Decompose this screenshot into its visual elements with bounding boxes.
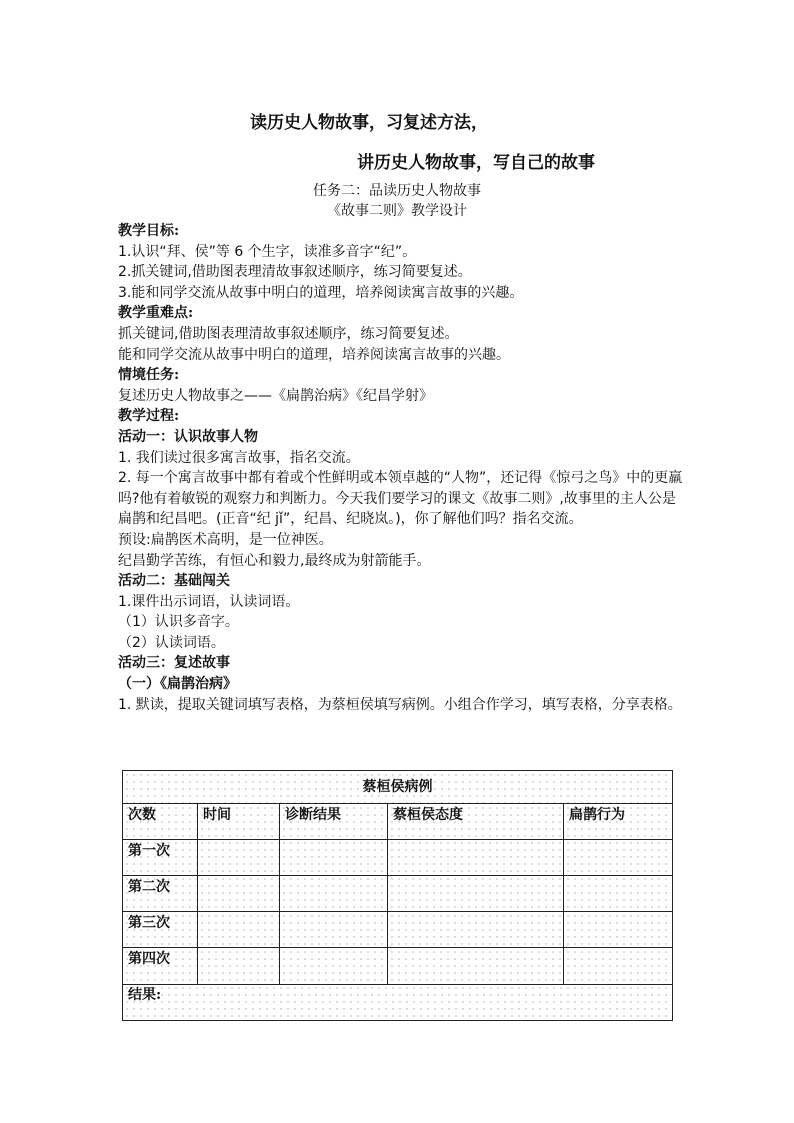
table-cell bbox=[198, 912, 280, 948]
table-cell bbox=[280, 875, 388, 911]
document-body bbox=[118, 221, 688, 715]
row-label: 第二次 bbox=[123, 875, 198, 911]
table-cell bbox=[564, 875, 673, 911]
activity1-item: 1. 我们读过很多寓言故事，指名交流。 bbox=[118, 449, 360, 466]
table-header: 蔡桓侯态度 bbox=[388, 804, 564, 839]
lesson-title: 《故事二则》教学设计 bbox=[327, 203, 467, 219]
table-row bbox=[123, 948, 673, 984]
table-cell bbox=[198, 875, 280, 911]
focus-heading: 教学重难点: bbox=[118, 305, 194, 322]
title-line-1: 读历史人物故事，习复述方法， bbox=[250, 113, 488, 133]
table-header: 次数 bbox=[123, 804, 198, 839]
table-row bbox=[123, 839, 673, 875]
row-label: 第四次 bbox=[123, 948, 198, 984]
scenario-text: 复述历史人物故事之——《扁鹊治病》《纪昌学射》 bbox=[118, 387, 433, 404]
table-cell bbox=[198, 948, 280, 984]
result-row bbox=[123, 984, 673, 1020]
table-cell bbox=[564, 839, 673, 875]
table-header: 诊断结果 bbox=[280, 804, 388, 839]
activity2-subitem: （2）认读词语。 bbox=[118, 634, 225, 651]
table-header: 时间 bbox=[198, 804, 280, 839]
goal-item: 2.抓关键词,借助图表理清故事叙述顺序，练习简要复述。 bbox=[118, 264, 472, 281]
task-heading: 任务二：品读历史人物故事 bbox=[313, 183, 481, 199]
title-line-2: 讲历史人物故事，写自己的故事 bbox=[357, 153, 595, 173]
table-cell bbox=[280, 912, 388, 948]
table-cell bbox=[280, 839, 388, 875]
table-cell bbox=[564, 912, 673, 948]
table-row bbox=[123, 912, 673, 948]
activity3-item: 1. 默读，提取关键词填写表格，为蔡桓侯填写病例。小组合作学习，填写表格，分享表格。 bbox=[118, 696, 682, 713]
case-record-table bbox=[122, 770, 672, 1021]
row-label: 第一次 bbox=[123, 839, 198, 875]
goals-heading: 教学目标: bbox=[118, 223, 180, 239]
activity3-subheading: （一）《扁鹊治病》 bbox=[118, 676, 237, 693]
activity2-item: 1.课件出示词语，认读词语。 bbox=[118, 593, 300, 610]
activity1-heading: 活动一：认识故事人物 bbox=[118, 428, 258, 445]
table-caption: 蔡桓侯病例 bbox=[123, 771, 673, 804]
process-heading: 教学过程: bbox=[118, 408, 180, 425]
table-cell bbox=[198, 839, 280, 875]
table-row bbox=[123, 875, 673, 911]
table-cell bbox=[388, 948, 564, 984]
table-cell bbox=[564, 948, 673, 984]
row-label: 第三次 bbox=[123, 912, 198, 948]
table-header: 扁鹊行为 bbox=[564, 804, 673, 839]
activity2-subitem: （1）认识多音字。 bbox=[118, 614, 239, 631]
activity3-heading: 活动三：复述故事 bbox=[118, 655, 230, 672]
table-cell bbox=[388, 875, 564, 911]
table-cell bbox=[280, 948, 388, 984]
focus-item: 抓关键词,借助图表理清故事叙述顺序，练习简要复述。 bbox=[118, 325, 459, 342]
goal-item: 3.能和同学交流从故事中明白的道理，培养阅读寓言故事的兴趣。 bbox=[118, 284, 524, 301]
preset-text: 预设:扁鹊医术高明，是一位神医。 bbox=[118, 531, 333, 548]
focus-item: 能和同学交流从故事中明白的道理，培养阅读寓言故事的兴趣。 bbox=[118, 346, 510, 363]
preset-text: 纪昌勤学苦练，有恒心和毅力,最终成为射箭能手。 bbox=[118, 552, 431, 569]
goal-item: 1.认识“拜、侯”等 6 个生字，读准多音字“纪”。 bbox=[118, 243, 417, 260]
activity1-item: 2. 每一个寓言故事中都有着或个性鲜明或本领卓越的“人物”，还记得《惊弓之鸟》中的更羸吗?他有着敏锐的观察力和判断力。今天我们要学习的课文《故事二则》,故事里的主人公是扁鹊和纪昌吧。(正音“纪 jǐ”，纪昌、纪晓岚。)，你了解他们吗？指名交流。 bbox=[118, 470, 683, 528]
result-cell: 结果: bbox=[123, 984, 673, 1020]
scenario-heading: 情境任务: bbox=[118, 367, 180, 384]
table-cell bbox=[388, 912, 564, 948]
table-cell bbox=[388, 839, 564, 875]
activity2-heading: 活动二：基础闯关 bbox=[118, 573, 230, 590]
